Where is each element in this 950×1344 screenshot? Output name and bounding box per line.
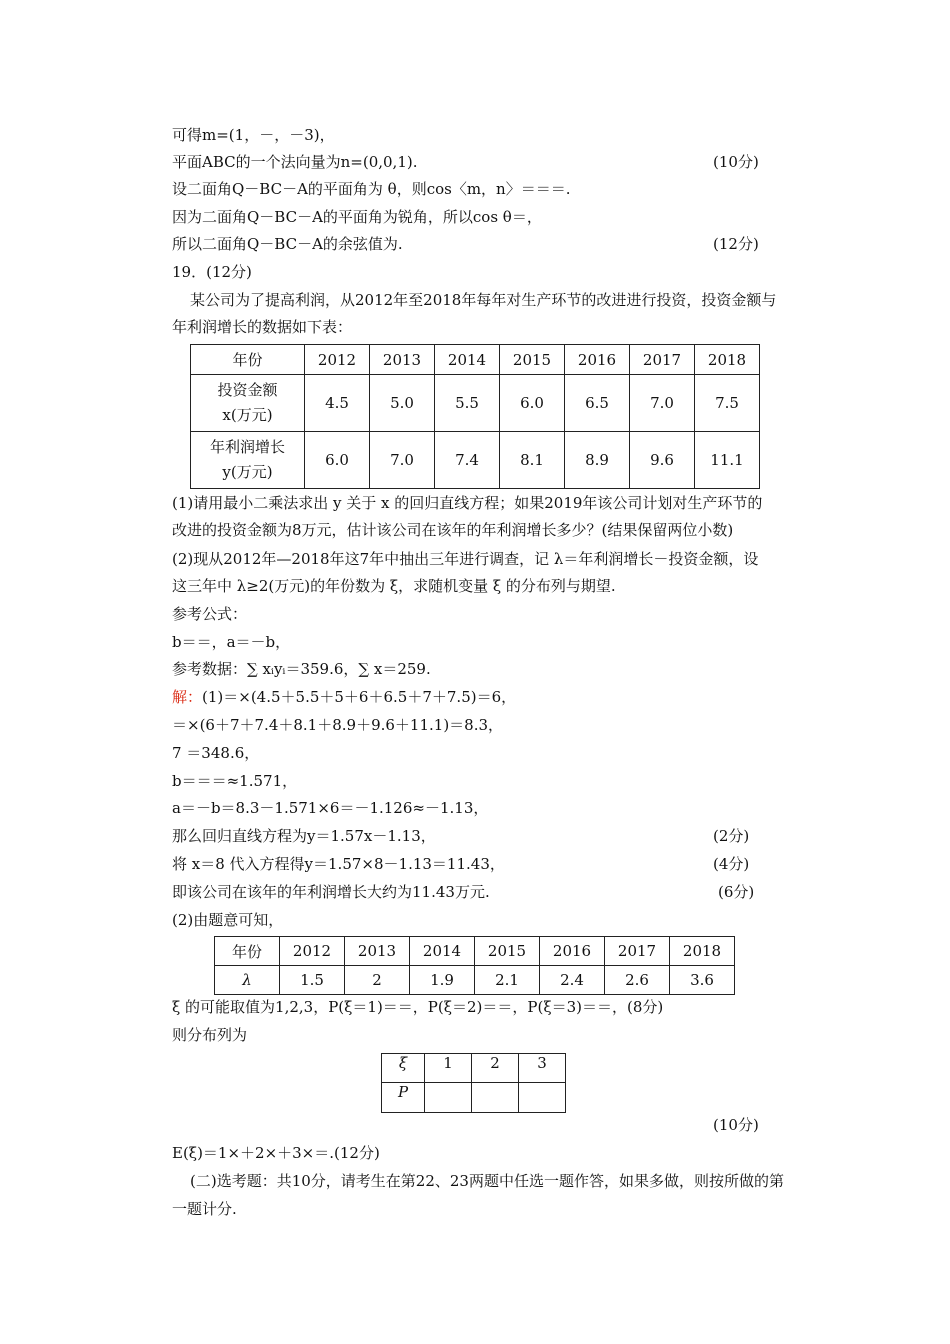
y-value-cell: 9.6 (630, 432, 695, 489)
xi-value-cell: 2 (472, 1054, 519, 1083)
text-line: 平面ABC的一个法向量为n=(0,0,1). (172, 153, 418, 171)
lambda-cell: 2.6 (605, 966, 670, 995)
year-cell: 2015 (475, 937, 540, 966)
text-line: 即该公司在该年的年利润增长大约为11.43万元. (172, 883, 490, 901)
table-header: 年份 (191, 345, 305, 375)
score-label: (2分) (713, 827, 750, 845)
p-label: P (382, 1083, 425, 1113)
year-cell: 2017 (605, 937, 670, 966)
score-label: (12分) (713, 235, 759, 253)
row-label-x: 投资金额 x(万元) (191, 375, 305, 432)
score-label: (10分) (713, 153, 759, 171)
lambda-table (214, 936, 735, 995)
y-value-cell: 6.0 (305, 432, 370, 489)
year-cell: 2012 (280, 937, 345, 966)
score-label: (6分) (718, 883, 755, 901)
text-line: 设二面角Q－BC－A的平面角为 θ，则cos〈m，n〉＝＝＝. (172, 180, 571, 198)
year-cell: 2014 (410, 937, 475, 966)
score-label: (4分) (713, 855, 750, 873)
problem-number: 19．(12分) (172, 263, 252, 281)
y-value-cell: 7.4 (435, 432, 500, 489)
year-cell: 2018 (670, 937, 735, 966)
text-line: (2)现从2012年—2018年这7年中抽出三年进行调查，记 λ＝年利润增长－投资金额，设 (172, 550, 759, 568)
solution-line (172, 687, 516, 707)
score-label: (10分) (713, 1116, 759, 1134)
text-line: (二)选考题：共10分，请考生在第22、23两题中任选一题作答，如果多做，则按所做的第 (190, 1172, 784, 1190)
text-line: 因为二面角Q－BC－A的平面角为锐角，所以cos θ＝， (172, 208, 542, 226)
x-value-cell: 6.5 (565, 375, 630, 432)
solution-label: 解： (172, 688, 203, 706)
text-line: 所以二面角Q－BC－A的余弦值为. (172, 235, 403, 253)
xi-label: ξ (382, 1054, 425, 1083)
y-value-cell: 8.1 (500, 432, 565, 489)
p-value-cell (519, 1083, 566, 1113)
text-line: 参考公式： (172, 605, 248, 623)
text-line: ξ 的可能取值为1,2,3，P(ξ＝1)＝＝，P(ξ＝2)＝＝，P(ξ＝3)＝＝，(8分) (172, 998, 664, 1016)
text-line: 将 x＝8 代入方程得y＝1.57×8－1.13＝11.43， (172, 855, 505, 873)
solution-text: (1)＝×(4.5＋5.5＋5＋6＋6.5＋7＋7.5)＝6， (202, 688, 517, 706)
text-line: 则分布列为 (172, 1026, 248, 1044)
x-value-cell: 5.0 (370, 375, 435, 432)
year-cell: 2013 (370, 345, 435, 375)
lambda-cell: 1.9 (410, 966, 475, 995)
lambda-cell: 2.1 (475, 966, 540, 995)
text-line: 7 ＝348.6， (172, 744, 260, 762)
lambda-label: λ (215, 966, 280, 995)
x-value-cell: 7.0 (630, 375, 695, 432)
text-line: (2)由题意可知， (172, 911, 284, 929)
text-line: ＝×(6＋7＋7.4＋8.1＋8.9＋9.6＋11.1)＝8.3， (172, 716, 504, 734)
year-cell: 2012 (305, 345, 370, 375)
p-value-cell (472, 1083, 519, 1113)
y-value-cell: 7.0 (370, 432, 435, 489)
text-line: E(ξ)＝1×＋2×＋3×＝.(12分) (172, 1144, 380, 1162)
lambda-cell: 1.5 (280, 966, 345, 995)
year-cell: 2013 (345, 937, 410, 966)
x-value-cell: 4.5 (305, 375, 370, 432)
text-line: 参考数据：∑ xᵢyᵢ＝359.6，∑ x＝259. (172, 660, 431, 678)
xi-value-cell: 1 (425, 1054, 472, 1083)
p-value-cell (425, 1083, 472, 1113)
text-line: (1)请用最小二乘法求出 y 关于 x 的回归直线方程；如果2019年该公司计划对生产环节的 (172, 494, 763, 512)
text-line: 改进的投资金额为8万元，估计该公司在该年的年利润增长多少？(结果保留两位小数) (172, 521, 734, 539)
year-cell: 2017 (630, 345, 695, 375)
x-value-cell: 5.5 (435, 375, 500, 432)
text-line: a＝－b＝8.3－1.571×6＝－1.126≈－1.13， (172, 799, 489, 817)
year-cell: 2015 (500, 345, 565, 375)
year-cell: 2016 (540, 937, 605, 966)
year-cell: 2018 (695, 345, 760, 375)
lambda-cell: 2 (345, 966, 410, 995)
y-value-cell: 11.1 (695, 432, 760, 489)
text-line: 年利润增长的数据如下表： (172, 318, 353, 336)
text-line: 可得m=(1，－，－3)， (172, 126, 335, 144)
text-line: 某公司为了提高利润，从2012年至2018年每年对生产环节的改进进行投资，投资金额与 (190, 291, 777, 309)
text-line: 那么回归直线方程为y＝1.57x－1.13， (172, 827, 436, 845)
distribution-table (381, 1053, 566, 1113)
x-value-cell: 7.5 (695, 375, 760, 432)
text-line: b＝＝＝≈1.571， (172, 772, 298, 790)
investment-table (190, 344, 760, 489)
lambda-cell: 3.6 (670, 966, 735, 995)
text-line: 这三年中 λ≥2(万元)的年份数为 ξ，求随机变量 ξ 的分布列与期望. (172, 577, 616, 595)
lambda-cell: 2.4 (540, 966, 605, 995)
row-label-y: 年利润增长 y(万元) (191, 432, 305, 489)
y-value-cell: 8.9 (565, 432, 630, 489)
year-cell: 2014 (435, 345, 500, 375)
xi-value-cell: 3 (519, 1054, 566, 1083)
x-value-cell: 6.0 (500, 375, 565, 432)
text-line: 一题计分. (172, 1200, 237, 1218)
text-line: b＝＝，a＝－b， (172, 633, 291, 651)
table-header: 年份 (215, 937, 280, 966)
year-cell: 2016 (565, 345, 630, 375)
